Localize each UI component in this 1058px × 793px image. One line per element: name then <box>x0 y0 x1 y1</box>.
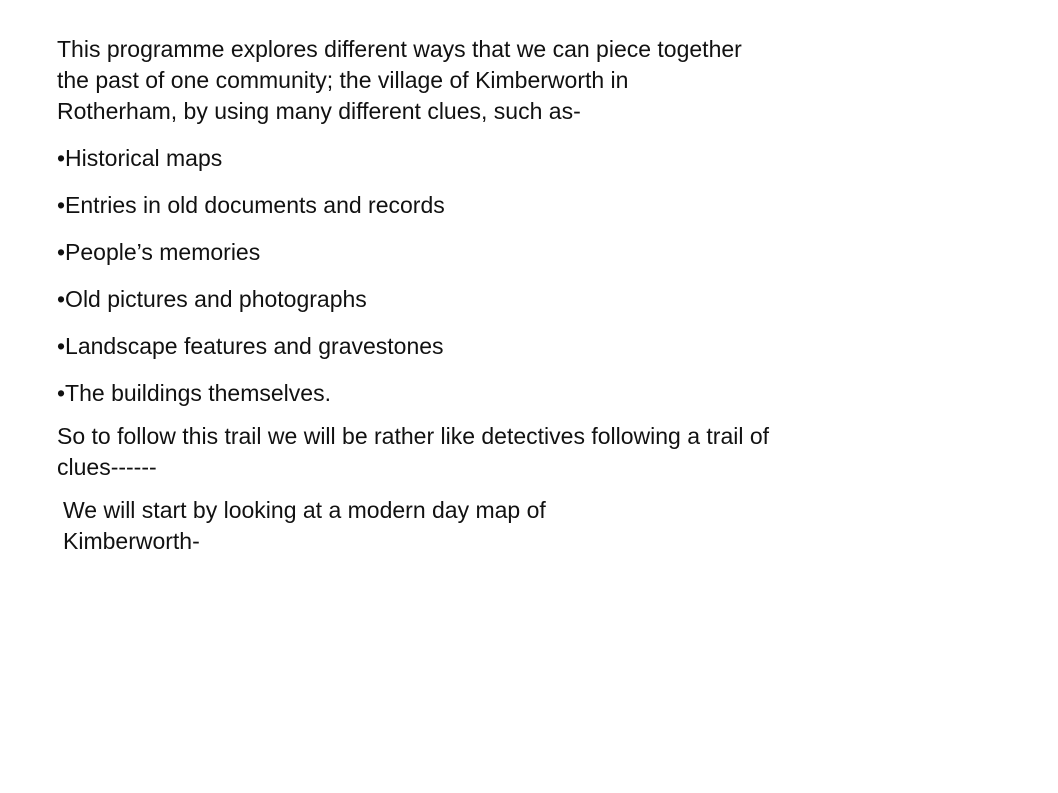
intro-paragraph: This programme explores different ways that we can piece together the past of one community; the village of Kimberworth in Rotherham, by using many different clues, such as- <box>57 36 742 124</box>
list-item: •Old pictures and photographs <box>57 286 367 312</box>
slide-text-block <box>57 34 817 557</box>
trail-paragraph: So to follow this trail we will be rather like detectives following a trail of clues------ <box>57 423 770 480</box>
clue-list <box>57 143 817 409</box>
list-item: •The buildings themselves. <box>57 380 331 406</box>
list-item: •People’s memories <box>57 239 261 265</box>
list-item: •Landscape features and gravestones <box>57 333 444 359</box>
list-item: •Historical maps <box>57 145 223 171</box>
list-item: •Entries in old documents and records <box>57 192 445 218</box>
start-paragraph: We will start by looking at a modern day map of Kimberworth- <box>63 497 546 554</box>
